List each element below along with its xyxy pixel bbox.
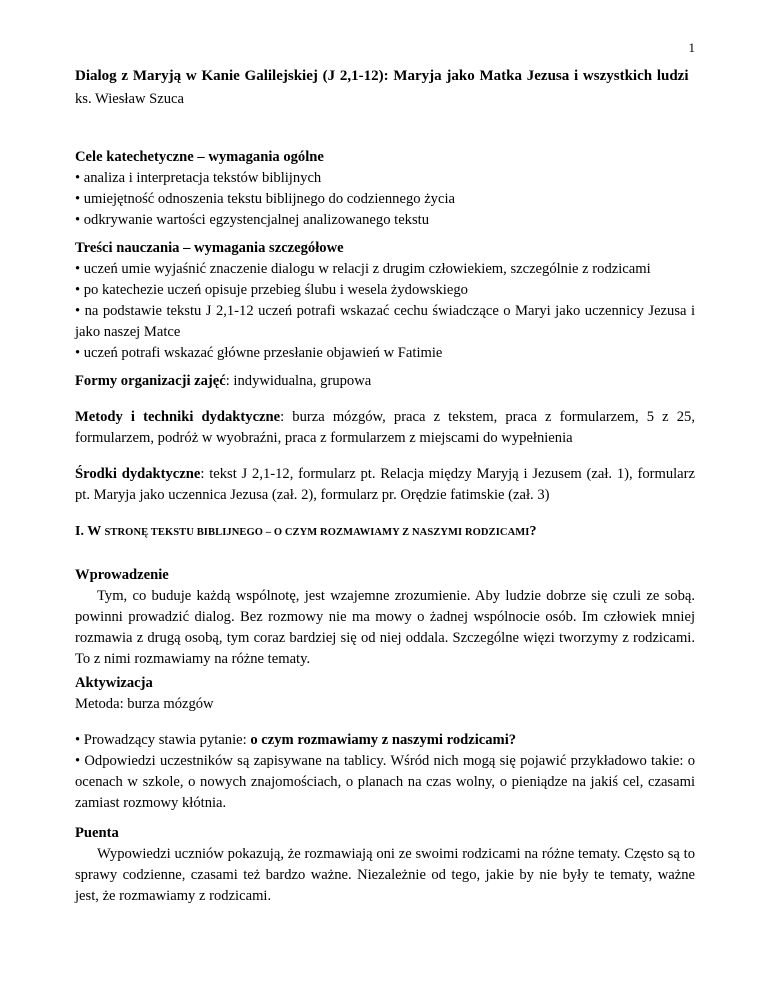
content-item: • uczeń potrafi wskazać główne przesłanie objawień w Fatimie [75, 345, 443, 361]
content-list [75, 259, 695, 364]
methods-text: : burza mózgów, praca z tekstem, praca z formularzem, 5 z 25, formularzem, podróż w wyobraźni, praca z formularzem z miejscami do wypełnienia [75, 409, 695, 446]
activation-method: Metoda: burza mózgów [75, 696, 214, 712]
goals-section [75, 147, 695, 231]
means-text: : tekst J 2,1-12, formularz pt. Relacja między Maryją i Jezusem (zał. 1), formularz pt. Maryja jako uczennica Jezusa (zał. 2), formularz pr. Orędzie fatimskie (zał. 3) [75, 466, 695, 503]
question-text: o czym rozmawiamy z naszymi rodzicami? [250, 732, 517, 748]
goals-item: • umiejętność odnoszenia tekstu biblijnego do codziennego życia [75, 191, 455, 207]
forms-label: Formy organizacji zajęć [75, 373, 226, 389]
forms-paragraph [75, 371, 695, 392]
content-item: • po katechezie uczeń opisuje przebieg ślubu i wesela żydowskiego [75, 282, 468, 298]
means-paragraph [75, 464, 695, 506]
forms-text: : indywidualna, grupowa [225, 373, 372, 389]
document-title: Dialog z Maryją w Kanie Galilejskiej (J 2,1-12): Maryja jako Matka Jezusa i wszystkich ludzi [75, 68, 689, 84]
goals-list [75, 168, 695, 231]
activation-section [75, 673, 695, 814]
means-label: Środki dydaktyczne [75, 466, 201, 482]
intro-text: Tym, co buduje każdą wspólnotę, jest wzajemne zrozumienie. Aby ludzie dobrze się czuli ze sobą. powinni prowadzić dialog. Bez rozmowy nie ma mowy o żadnej wspólnocie osób. Im człowiek mniej rozmawia z drugą osobą, tym coraz bardziej się od niej oddala. Szczególne więzi tworzymy z rodzicami. To z nimi rozmawiamy na różne tematy. [75, 588, 695, 667]
methods-section [75, 407, 695, 449]
puenta-text: Wypowiedzi uczniów pokazują, że rozmawiają oni ze swoimi rodzicami na różne tematy. Często są to sprawy codzienne, czasami też bardzo ważne. Niezależnie od tego, jakie by nie były te tematy, ważne jest, że rozmawiamy z rodzicami. [75, 846, 695, 904]
forms-section [75, 371, 695, 392]
goals-item: • odkrywanie wartości egzystencjalnej analizowanego tekstu [75, 212, 430, 228]
page-number: 1 [688, 40, 695, 55]
goals-item: • analiza i interpretacja tekstów biblijnych [75, 170, 322, 186]
puenta-section [75, 823, 695, 907]
activation-heading: Aktywizacja [75, 675, 153, 691]
activation-answers: • Odpowiedzi uczestników są zapisywane na tablicy. Wśród nich mogą się pojawić przykładowo takie: o ocenach w szkole, o nowych znajomościach, o planach na czas wolny, o pieniądze na jakiś cel, czasami zamiast rozmowy kłótnia. [75, 753, 695, 811]
content-heading: Treści nauczania – wymagania szczegółowe [75, 240, 344, 256]
chapter-heading [75, 521, 695, 543]
methods-label: Metody i techniki dydaktyczne [75, 409, 281, 425]
methods-paragraph [75, 407, 695, 449]
intro-section [75, 565, 695, 670]
means-section [75, 464, 695, 506]
content-item: • na podstawie tekstu J 2,1-12 uczeń potrafi wskazać cechu świadczące o Maryi jako uczennicy Jezusa i jako naszej Matce [75, 303, 695, 340]
chapter-suffix: ? [529, 524, 537, 539]
puenta-heading: Puenta [75, 825, 119, 841]
content-item: • uczeń umie wyjaśnić znaczenie dialogu w relacji z drugim człowiekiem, szczególnie z rodzicami [75, 261, 651, 277]
chapter-prefix: I. W [75, 524, 105, 539]
content-section [75, 238, 695, 364]
chapter-section [75, 521, 695, 543]
intro-heading: Wprowadzenie [75, 567, 169, 583]
title-block [75, 66, 695, 110]
author: ks. Wiesław Szuca [75, 91, 184, 107]
chapter-title: STRONĘ TEKSTU BIBLIJNEGO – O CZYM ROZMAWIAMY Z NASZYMI RODZICAMI [104, 527, 530, 538]
question-prefix: • Prowadzący stawia pytanie: [75, 732, 251, 748]
activation-question [75, 730, 695, 751]
goals-heading: Cele katechetyczne – wymagania ogólne [75, 149, 324, 165]
